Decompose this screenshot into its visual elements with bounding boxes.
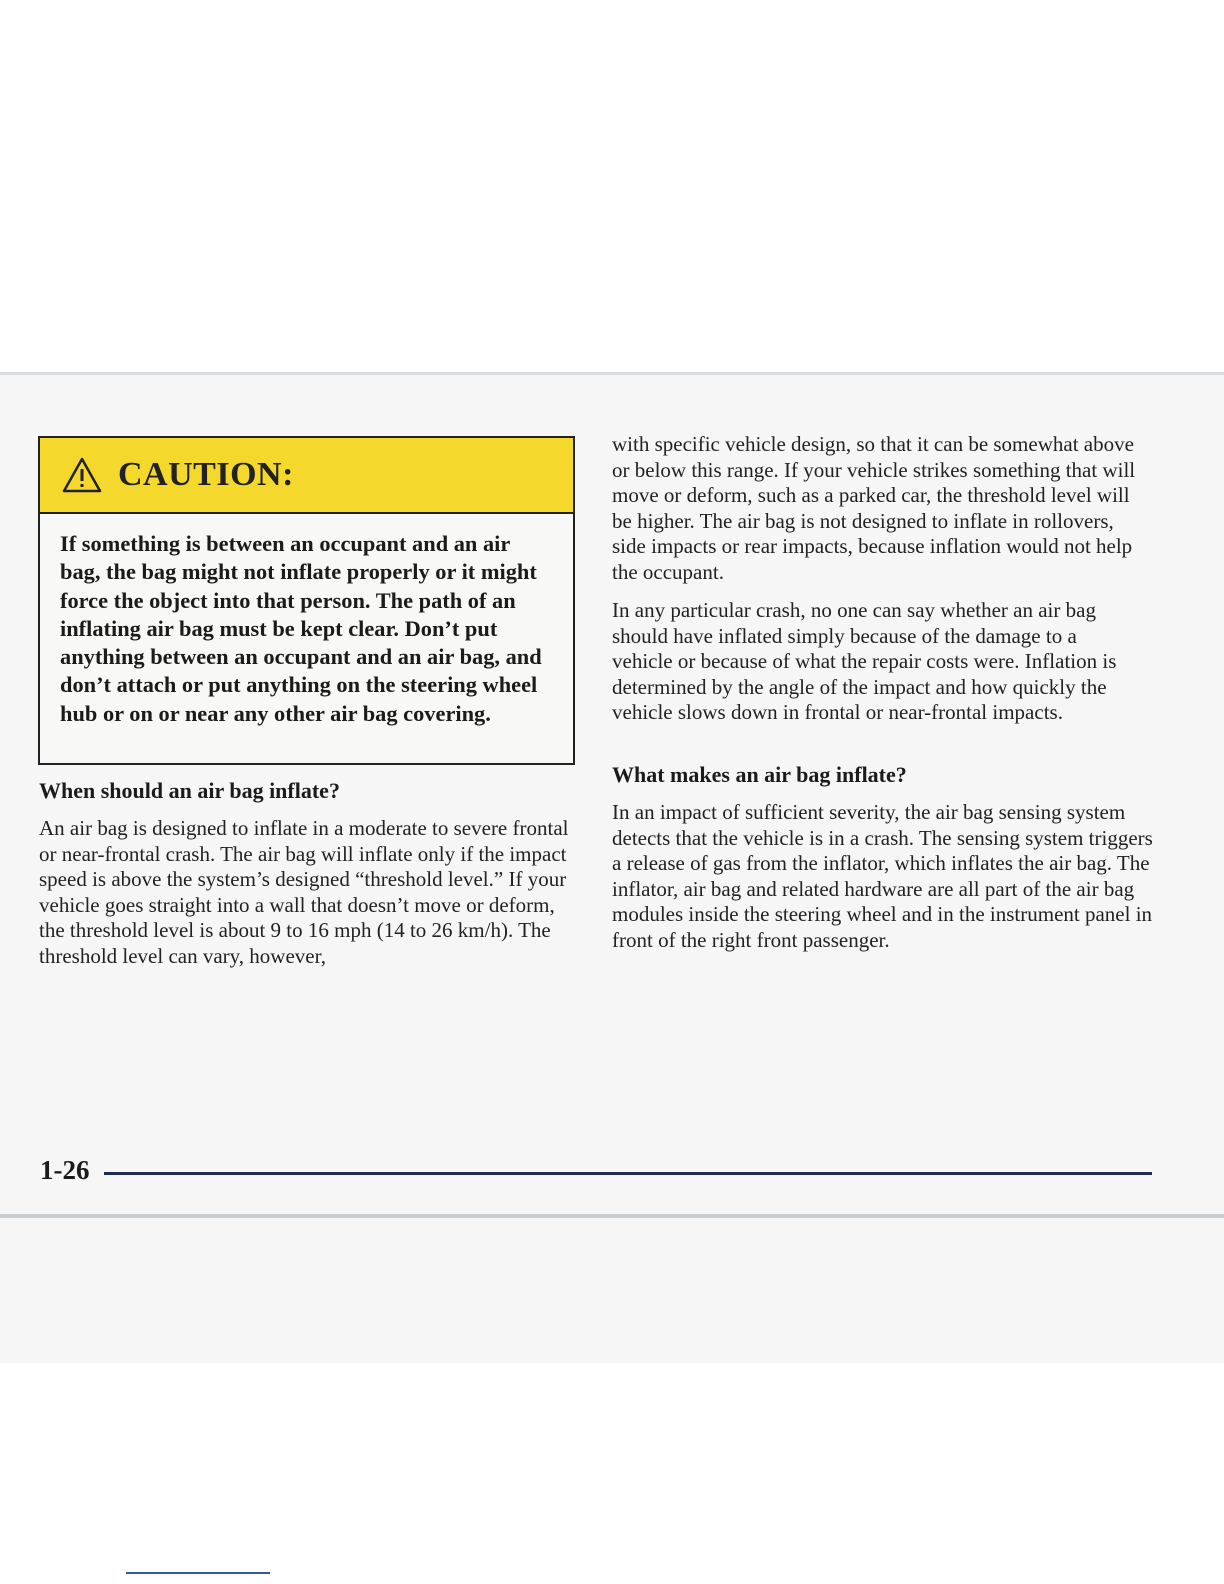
right-paragraph-3: In an impact of sufficient severity, the air bag sensing system detects that the vehicle is in a crash. The sensing system triggers a release of gas from the inflator, which inflates the air bag. The inflator, air bag and related hardware are all part of the air bag modules inside the steering wheel and in the instrument panel in front of the right front passenger. bbox=[612, 800, 1153, 952]
page-number: 1-26 bbox=[40, 1155, 90, 1185]
right-paragraph-1: with specific vehicle design, so that it can be somewhat above or below this range. If your vehicle strikes something that will move or deform, such as a parked car, the threshold level will be higher. The air bag is not designed to inflate in rollovers, side impacts or rear impacts, because inflation would not help the occupant. bbox=[612, 432, 1136, 584]
footer-rule bbox=[104, 1172, 1152, 1175]
caution-text: If something is between an occupant and an air bag, the bag might not inflate properly or it might force the object into that person. The path of an inflating air bag must be kept clear. Don’t put anything between an occupant and an air bag, and don’t attach or put anything on the steering wheel hub or on or near any other air bag covering. bbox=[60, 531, 542, 726]
right-paragraph-2: In any particular crash, no one can say whether an air bag should have inflated simply because of the damage to a vehicle or because of what the repair costs were. Inflation is determined by the angle of the impact and how quickly the vehicle slows down in frontal or near-frontal impacts. bbox=[612, 598, 1117, 725]
caution-title: CAUTION: bbox=[118, 456, 294, 493]
bottom-decorative-line bbox=[126, 1572, 270, 1574]
caution-header bbox=[40, 438, 573, 514]
left-heading: When should an air bag inflate? bbox=[39, 778, 340, 803]
caution-box bbox=[38, 436, 575, 765]
left-paragraph: An air bag is designed to inflate in a moderate to severe frontal or near-frontal crash. The air bag will inflate only if the impact speed is above the system’s designed “threshold level.” If your vehicle goes straight into a wall that doesn’t move or deform, the threshold level is about 9 to 16 mph (14 to 26 km/h). The threshold level can vary, however, bbox=[39, 816, 569, 968]
page-bottom-edge bbox=[0, 1214, 1224, 1218]
warning-triangle-icon bbox=[62, 457, 102, 493]
right-heading: What makes an air bag inflate? bbox=[612, 762, 907, 787]
